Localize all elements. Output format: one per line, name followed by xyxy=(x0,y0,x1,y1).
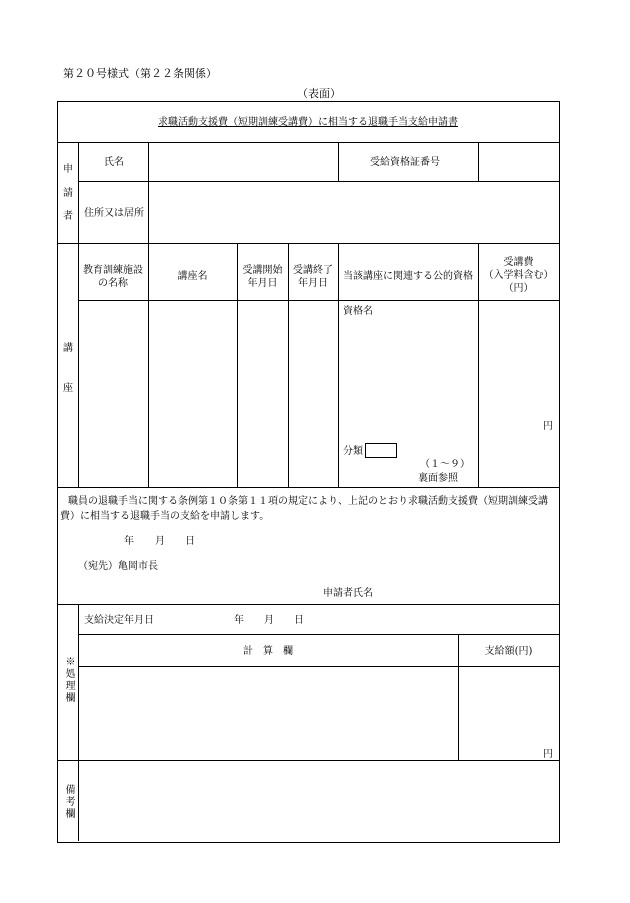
qualification-cert-field[interactable] xyxy=(480,144,557,180)
range-note: （１～９） xyxy=(420,459,470,470)
applicant-section-label-3: 者 xyxy=(63,211,73,222)
qualification-cert-label: 受給資格証番号 xyxy=(370,157,440,168)
classification-label: 分類 xyxy=(343,446,363,457)
course-section-label-2: 座 xyxy=(63,383,73,394)
qualification-label: 当該講座に関連する公的資格 xyxy=(343,271,473,282)
form-number: 第２０号様式（第２２条関係） xyxy=(63,67,217,80)
name-field[interactable] xyxy=(150,144,336,180)
reverse-reference: 裏面参照 xyxy=(418,473,458,484)
fee-yen-unit: 円 xyxy=(543,421,553,432)
decision-year: 年 xyxy=(234,615,244,626)
remarks-field[interactable] xyxy=(80,762,557,839)
processing-section-label: ※処理欄 xyxy=(63,656,74,704)
amount-label: 支給額(円) xyxy=(484,646,533,657)
calculation-field[interactable] xyxy=(80,668,456,758)
declaration-month: 月 xyxy=(155,536,165,547)
applicant-section-label-2: 請 xyxy=(63,188,73,199)
form-title: 求職活動支援費（短期訓練受講費）に相当する退職手当支給申請書 xyxy=(158,117,458,128)
end-date-field[interactable] xyxy=(290,302,337,486)
start-date-label: 受講開始 年月日 xyxy=(242,265,283,289)
course-section-label-1: 講 xyxy=(63,343,73,354)
qualification-name-label: 資格名 xyxy=(343,306,373,317)
addressee: （宛先）亀岡市長 xyxy=(78,561,158,572)
amount-field[interactable] xyxy=(460,668,557,758)
decision-day: 日 xyxy=(294,615,304,626)
declaration-year: 年 xyxy=(124,536,134,547)
address-field[interactable] xyxy=(150,183,557,242)
start-date-field[interactable] xyxy=(239,302,287,486)
applicant-section-label-1: 申 xyxy=(63,164,73,175)
amount-yen-unit: 円 xyxy=(543,749,553,760)
name-label: 氏名 xyxy=(104,157,124,168)
decision-month: 月 xyxy=(264,615,274,626)
classification-box[interactable] xyxy=(365,443,397,458)
declaration-line-2: 費）に相当する退職手当の支給を申請します。 xyxy=(60,511,270,522)
course-name-label: 講座名 xyxy=(177,271,208,282)
facility-field[interactable] xyxy=(80,302,147,486)
facility-label: 教育訓練施設 の名称 xyxy=(83,265,143,289)
form-side: （表面） xyxy=(297,87,341,100)
fee-label: 受講費 （入学料含む） （円） xyxy=(483,257,554,294)
applicant-name-label: 申請者氏名 xyxy=(323,588,373,599)
declaration-line-1: 職員の退職手当に関する条例第１０条第１１項の規定により、上記のとおり求職活動支援費（短期訓練受講 xyxy=(68,496,548,507)
calculation-label: 計 算 欄 xyxy=(243,646,293,657)
end-date-label: 受講終了 年月日 xyxy=(293,265,333,289)
remarks-section-label: 備考欄 xyxy=(63,784,74,820)
declaration-day: 日 xyxy=(185,536,195,547)
address-label: 住所又は居所 xyxy=(84,208,144,219)
decision-date-label: 支給決定年月日 xyxy=(84,615,154,626)
course-name-field[interactable] xyxy=(150,302,236,486)
